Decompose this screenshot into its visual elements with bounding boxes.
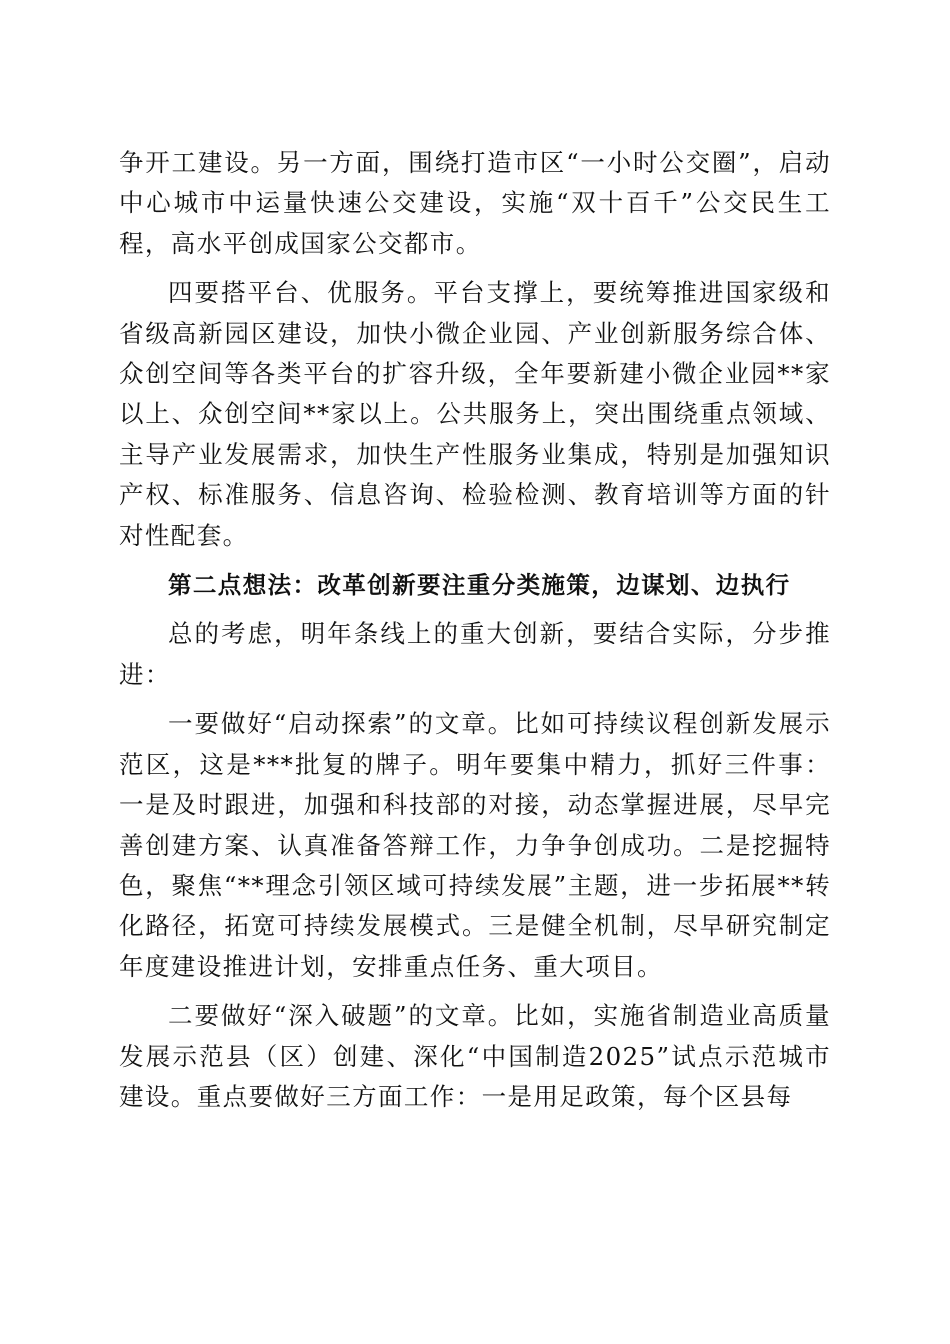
document-body [119,143,831,1126]
paragraph-deep-breakthrough: 二要做好“深入破题”的文章。比如，实施省制造业高质量发展示范县（区）创建、深化“中国制造2025”试点示范城市建设。重点要做好三方面工作：一是用足政策，每个区县每 [119,1001,831,1111]
section-heading: 第二点想法：改革创新要注重分类施策，边谋划、边执行 [168,571,791,600]
paragraph-overall-consideration: 总的考虑，明年条线上的重大创新，要结合实际，分步推进： [119,619,831,689]
paragraph-continuation: 争开工建设。另一方面，围绕打造市区“一小时公交圈”，启动中心城市中运量快速公交建设，实施“双十百千”公交民生工程，高水平创成国家公交都市。 [119,148,831,258]
paragraph-platform-services: 四要搭平台、优服务。平台支撑上，要统筹推进国家级和省级高新园区建设，加快小微企业园、产业创新服务综合体、众创空间等各类平台的扩容升级，全年要新建小微企业园**家以上、众创空间**家以上。公共服务上，突出围绕重点领域、主导产业发展需求，加快生产性服务业集成，特别是加强知识产权、标准服务、信息咨询、检验检测、教育培训等方面的针对性配套。 [119,278,831,550]
paragraph-launch-exploration: 一要做好“启动探索”的文章。比如可持续议程创新发展示范区，这是***批复的牌子。明年要集中精力，抓好三件事：一是及时跟进，加强和科技部的对接，动态掌握进展，尽早完善创建方案、认真准备答辩工作，力争争创成功。二是挖掘特色，聚焦“**理念引领区域可持续发展”主题，进一步拓展**转化路径，拓宽可持续发展模式。三是健全机制，尽早研究制定年度建设推进计划，安排重点任务、重大项目。 [119,709,831,981]
